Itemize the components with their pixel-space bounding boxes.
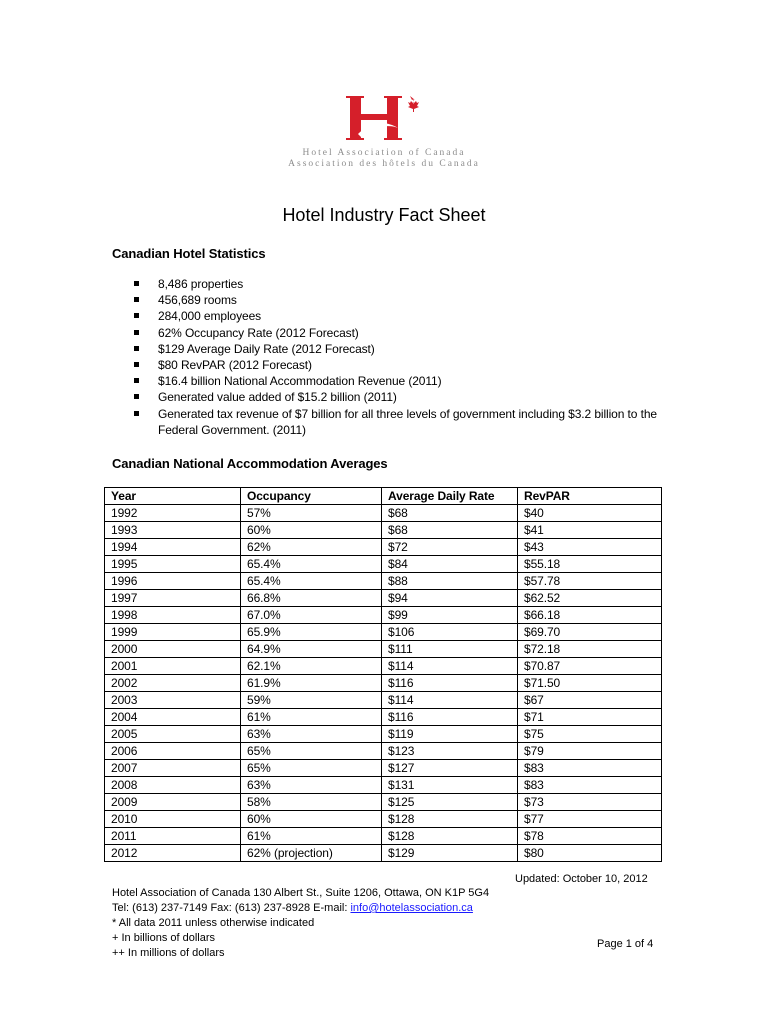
table-cell: $116 [382,709,518,726]
table-header-row [105,488,662,505]
column-header: Occupancy [241,488,382,505]
square-bullet-icon [134,394,139,399]
list-item: 8,486 properties [112,276,672,292]
table-cell: $69.70 [518,624,662,641]
table-cell: 58% [241,794,382,811]
table-cell: 64.9% [241,641,382,658]
list-item: $129 Average Daily Rate (2012 Forecast) [112,341,672,357]
table-cell: $114 [382,658,518,675]
table-cell: $66.18 [518,607,662,624]
table-cell: 2001 [105,658,241,675]
association-logo [0,92,768,170]
table-cell: $62.52 [518,590,662,607]
table-row [105,607,662,624]
table-row [105,794,662,811]
table-cell: $55.18 [518,556,662,573]
table-cell: 2008 [105,777,241,794]
table-cell: 1993 [105,522,241,539]
table-cell: 61.9% [241,675,382,692]
table-cell: $71 [518,709,662,726]
table-cell: $129 [382,845,518,862]
table-cell: $114 [382,692,518,709]
table-row [105,556,662,573]
list-item: 284,000 employees [112,308,672,324]
table-cell: 2002 [105,675,241,692]
table-cell: $72.18 [518,641,662,658]
table-cell: 2010 [105,811,241,828]
table-row [105,573,662,590]
list-item: Generated tax revenue of $7 billion for all three levels of government including $3.2 billion to the Federal Government. (2011) [112,406,672,438]
table-cell: 60% [241,522,382,539]
table-cell: 1992 [105,505,241,522]
square-bullet-icon [134,378,139,383]
table-cell: $68 [382,505,518,522]
table-cell: 1997 [105,590,241,607]
table-cell: $71.50 [518,675,662,692]
averages-heading: Canadian National Accommodation Averages [112,456,388,471]
table-cell: 2012 [105,845,241,862]
list-item: Generated value added of $15.2 billion (2011) [112,389,672,405]
table-cell: $111 [382,641,518,658]
table-cell: 67.0% [241,607,382,624]
table-cell: 62% (projection) [241,845,382,862]
table-cell: 1996 [105,573,241,590]
list-item: $16.4 billion National Accommodation Revenue (2011) [112,373,672,389]
table-cell: 65.4% [241,556,382,573]
table-row [105,743,662,760]
table-cell: 2009 [105,794,241,811]
table-cell: 57% [241,505,382,522]
table-cell: $67 [518,692,662,709]
table-cell: 66.8% [241,590,382,607]
table-cell: $83 [518,760,662,777]
table-cell: 63% [241,777,382,794]
table-cell: $73 [518,794,662,811]
hac-h-maple-leaf-logo-icon [336,92,432,144]
list-item: $80 RevPAR (2012 Forecast) [112,357,672,373]
table-cell: 1998 [105,607,241,624]
table-cell: $131 [382,777,518,794]
table-cell: $128 [382,811,518,828]
table-cell: 61% [241,828,382,845]
square-bullet-icon [134,297,139,302]
footer-note-millions: ++ In millions of dollars [112,947,225,959]
square-bullet-icon [134,281,139,286]
table-row [105,760,662,777]
table-cell: $128 [382,828,518,845]
table-row [105,709,662,726]
table-row [105,624,662,641]
page-title: Hotel Industry Fact Sheet [282,205,486,225]
table-cell: 65.9% [241,624,382,641]
table-row [105,692,662,709]
table-row [105,726,662,743]
footer-note-billions: + In billions of dollars [112,932,216,944]
column-header: RevPAR [518,488,662,505]
table-cell: $70.87 [518,658,662,675]
table-cell: $125 [382,794,518,811]
table-cell: 62% [241,539,382,556]
table-cell: 61% [241,709,382,726]
list-item: 456,689 rooms [112,292,672,308]
square-bullet-icon [134,411,139,416]
table-row [105,590,662,607]
table-cell: 2011 [105,828,241,845]
table-cell: 59% [241,692,382,709]
table-cell: 62.1% [241,658,382,675]
page-number: Page 1 of 4 [597,938,654,950]
table-cell: $116 [382,675,518,692]
table-cell: $41 [518,522,662,539]
table-row [105,505,662,522]
table-cell: $75 [518,726,662,743]
footer [112,886,672,961]
table-cell: $119 [382,726,518,743]
table-cell: $40 [518,505,662,522]
square-bullet-icon [134,330,139,335]
table-row [105,658,662,675]
table-cell: 1999 [105,624,241,641]
table-cell: $83 [518,777,662,794]
table-row [105,641,662,658]
square-bullet-icon [134,313,139,318]
table-cell: 65.4% [241,573,382,590]
averages-table [104,487,662,862]
square-bullet-icon [134,362,139,367]
footer-contact: Tel: (613) 237-7149 Fax: (613) 237-8928 E-mail: info@hotelassociation.ca [112,902,473,914]
table-row [105,539,662,556]
column-header: Average Daily Rate [382,488,518,505]
table-cell: 65% [241,743,382,760]
table-row [105,675,662,692]
table-cell: $57.78 [518,573,662,590]
table-cell: 2004 [105,709,241,726]
table-cell: $80 [518,845,662,862]
table-cell: $99 [382,607,518,624]
table-cell: 1994 [105,539,241,556]
updated-date: Updated: October 10, 2012 [515,873,648,885]
table-row [105,522,662,539]
table-row [105,845,662,862]
table-cell: $77 [518,811,662,828]
table-cell: 2006 [105,743,241,760]
footer-note-all-data: * All data 2011 unless otherwise indicated [112,917,315,929]
table-cell: 1995 [105,556,241,573]
email-link[interactable]: info@hotelassociation.ca [350,902,473,914]
table-body [105,505,662,862]
table-row [105,811,662,828]
table-cell: $79 [518,743,662,760]
footer-address: Hotel Association of Canada 130 Albert St., Suite 1206, Ottawa, ON K1P 5G4 [112,887,490,899]
table-cell: $94 [382,590,518,607]
table-cell: 60% [241,811,382,828]
org-name-english: Hotel Association of Canada [302,148,466,158]
table-cell: $68 [382,522,518,539]
org-name-french: Association des hôtels du Canada [288,159,480,169]
table-cell: $88 [382,573,518,590]
square-bullet-icon [134,346,139,351]
table-cell: $84 [382,556,518,573]
column-header: Year [105,488,241,505]
table-cell: $127 [382,760,518,777]
table-row [105,828,662,845]
table-row [105,777,662,794]
table-cell: $78 [518,828,662,845]
table-cell: $72 [382,539,518,556]
table-cell: 2000 [105,641,241,658]
stats-list [112,276,672,438]
stats-heading: Canadian Hotel Statistics [112,246,266,261]
list-item: 62% Occupancy Rate (2012 Forecast) [112,325,672,341]
table-cell: 2007 [105,760,241,777]
table-cell: 2005 [105,726,241,743]
table-cell: 2003 [105,692,241,709]
table-cell: $43 [518,539,662,556]
table-cell: 63% [241,726,382,743]
table-cell: 65% [241,760,382,777]
table-cell: $123 [382,743,518,760]
table-cell: $106 [382,624,518,641]
